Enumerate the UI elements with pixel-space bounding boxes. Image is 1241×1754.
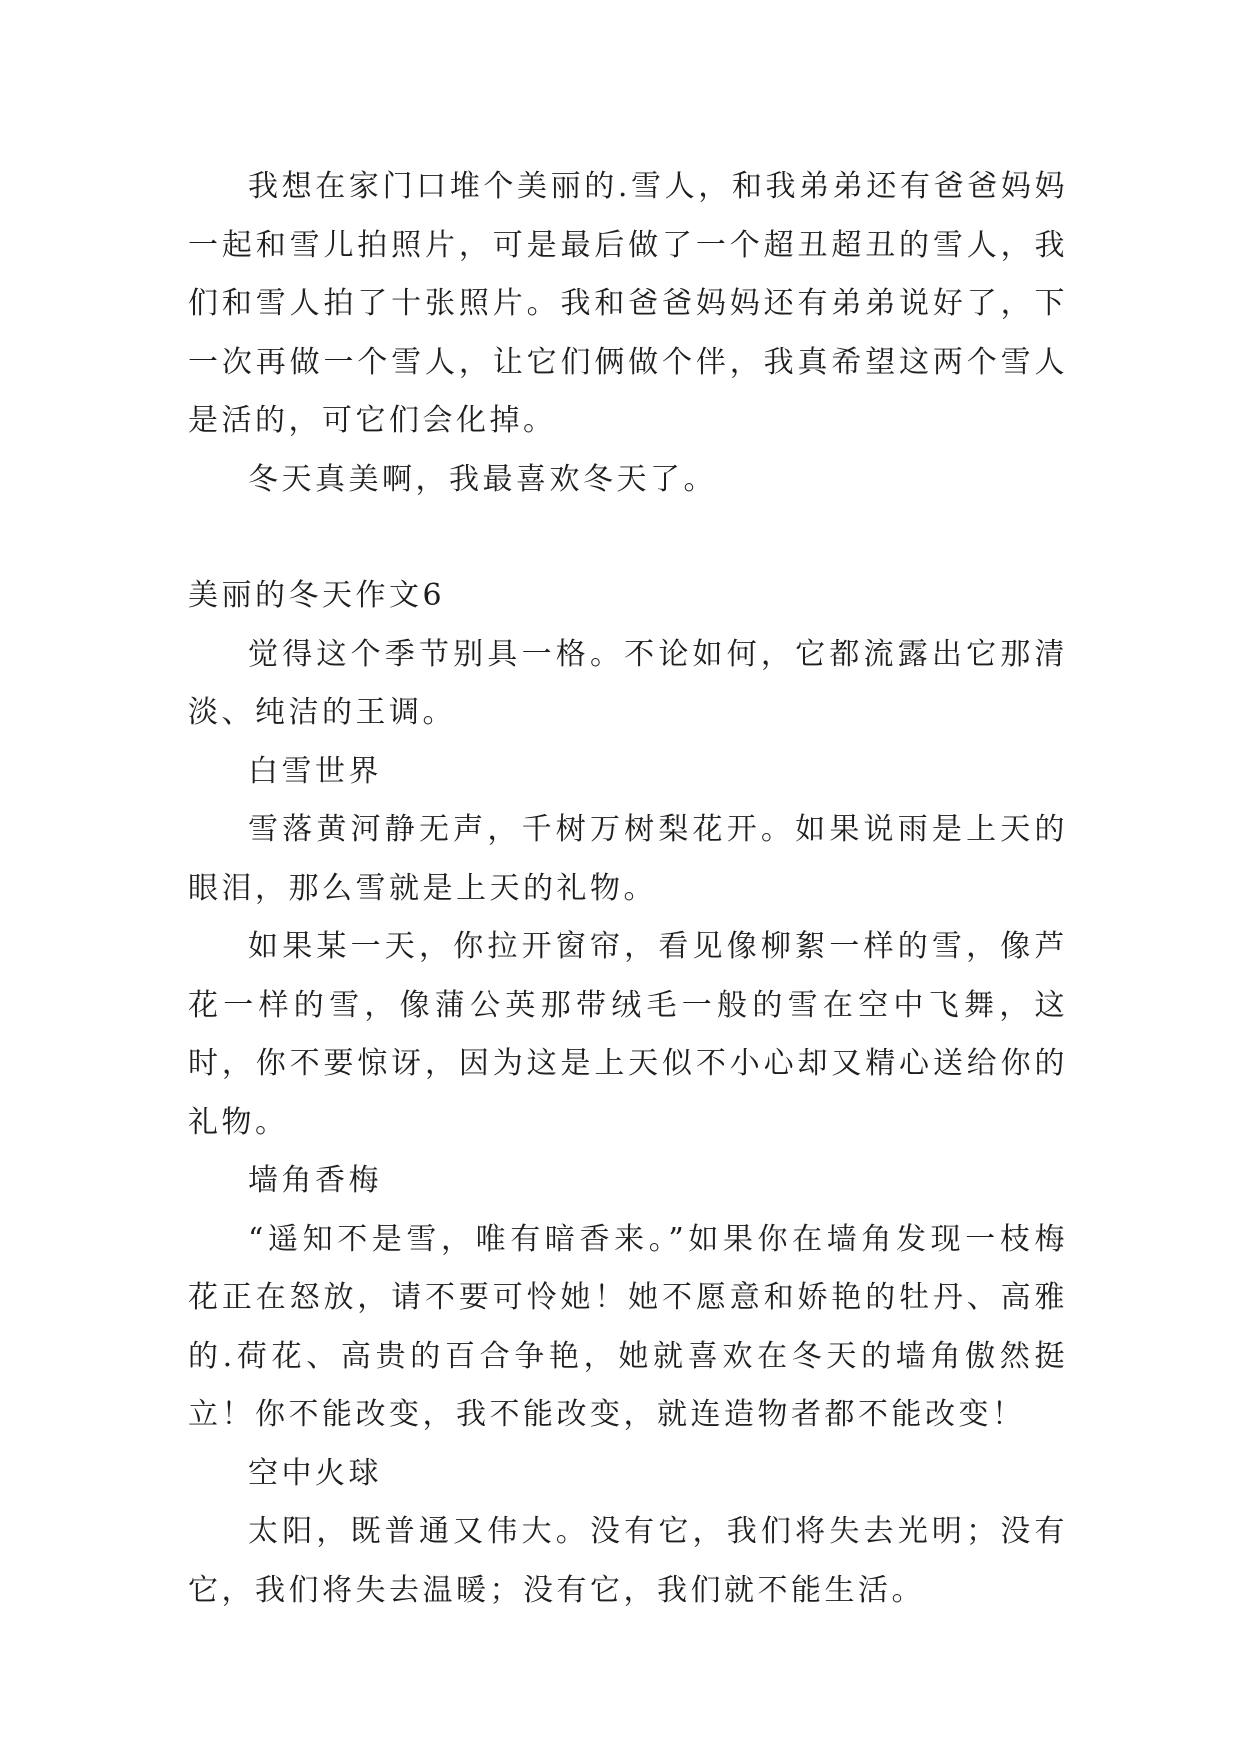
paragraph-snow-gift: 雪落黄河静无声，千树万树梨花开。如果说雨是上天的眼泪，那么雪就是上天的礼物。 (188, 812, 1068, 906)
paragraph-plum: “遥知不是雪，唯有暗香来。”如果你在墙角发现一枝梅花正在怒放，请不要可怜她！她不愿意和娇艳的牡丹、高雅的.荷花、高贵的百合争艳，她就喜欢在冬天的墙角傲然挺立！你不能改变，我不能改变，就连造物者都不能改变！ (188, 1221, 1068, 1432)
subheading-white-snow: 白雪世界 (248, 753, 382, 789)
subheading-sun: 空中火球 (248, 1455, 382, 1491)
paragraph-winter-beautiful: 冬天真美啊，我最喜欢冬天了。 (248, 461, 717, 497)
paragraph-snowman: 我想在家门口堆个美丽的.雪人，和我弟弟还有爸爸妈妈一起和雪儿拍照片，可是最后做了一个超丑超丑的雪人，我们和雪人拍了十张照片。我和爸爸妈妈还有弟弟说好了，下一次再做一个雪人，让它们俩做个伴，我真希望这两个雪人是活的，可它们会化掉。 (188, 169, 1068, 438)
subheading-plum: 墙角香梅 (248, 1163, 382, 1198)
paragraph-intro: 觉得这个季节别具一格。不论如何，它都流露出它那清淡、纯洁的王调。 (188, 636, 1068, 730)
paragraph-snow-dance: 如果某一天，你拉开窗帘，看见像柳絮一样的雪，像芦花一样的雪，像蒲公英那带绒毛一般的雪在空中飞舞，这时，你不要惊讶，因为这是上天似不小心却又精心送给你的礼物。 (188, 929, 1068, 1140)
document-page (188, 158, 1068, 1620)
section-gap (188, 509, 1068, 567)
section-title: 美丽的冬天作文6 (188, 578, 446, 613)
paragraph-sun: 太阳，既普通又伟大。没有它，我们将失去光明；没有它，我们将失去温暖；没有它，我们就不能生活。 (188, 1514, 1068, 1608)
